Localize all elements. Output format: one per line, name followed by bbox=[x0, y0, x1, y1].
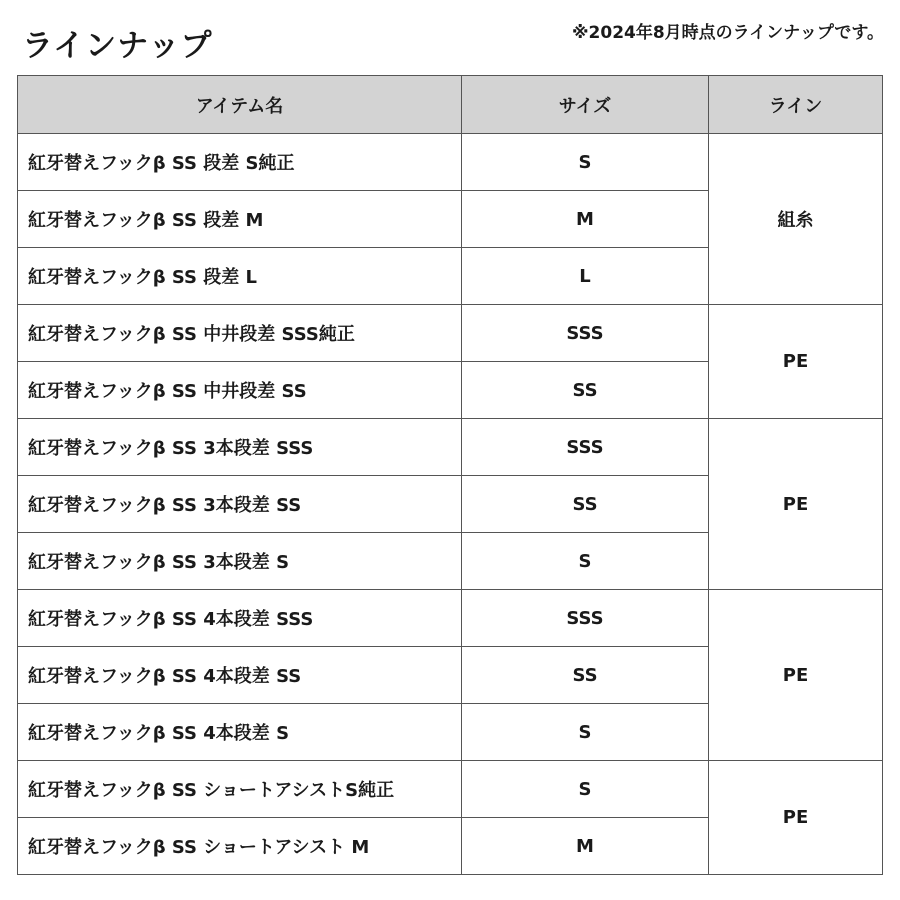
table-row bbox=[18, 305, 883, 362]
table-row bbox=[18, 590, 883, 647]
lineup-note: ※2024年8月時点のラインナップです。 bbox=[572, 23, 884, 43]
line-cell: 組糸 bbox=[709, 134, 883, 305]
size-cell: L bbox=[462, 248, 709, 305]
size-cell: S bbox=[462, 533, 709, 590]
item-name-cell: 紅牙替えフックβ SS 4本段差 SS bbox=[18, 647, 462, 704]
item-name-cell: 紅牙替えフックβ SS 段差 S純正 bbox=[18, 134, 462, 191]
item-name-cell: 紅牙替えフックβ SS 3本段差 S bbox=[18, 533, 462, 590]
header-item-name: アイテム名 bbox=[18, 76, 462, 134]
size-cell: S bbox=[462, 134, 709, 191]
line-cell: PE bbox=[709, 590, 883, 761]
size-cell: SSS bbox=[462, 419, 709, 476]
item-name-cell: 紅牙替えフックβ SS 段差 M bbox=[18, 191, 462, 248]
lineup-table bbox=[17, 75, 883, 875]
table-row bbox=[18, 419, 883, 476]
size-cell: M bbox=[462, 191, 709, 248]
table-header-row bbox=[18, 76, 883, 134]
item-name-cell: 紅牙替えフックβ SS 3本段差 SSS bbox=[18, 419, 462, 476]
size-cell: S bbox=[462, 704, 709, 761]
header-line: ライン bbox=[709, 76, 883, 134]
item-name-cell: 紅牙替えフックβ SS 中井段差 SSS純正 bbox=[18, 305, 462, 362]
item-name-cell: 紅牙替えフックβ SS 4本段差 S bbox=[18, 704, 462, 761]
size-cell: SS bbox=[462, 647, 709, 704]
line-cell: PE bbox=[709, 419, 883, 590]
item-name-cell: 紅牙替えフックβ SS 3本段差 SS bbox=[18, 476, 462, 533]
size-cell: SSS bbox=[462, 590, 709, 647]
table-row bbox=[18, 761, 883, 818]
table-row bbox=[18, 134, 883, 191]
size-cell: SS bbox=[462, 476, 709, 533]
item-name-cell: 紅牙替えフックβ SS 4本段差 SSS bbox=[18, 590, 462, 647]
item-name-cell: 紅牙替えフックβ SS 段差 L bbox=[18, 248, 462, 305]
size-cell: S bbox=[462, 761, 709, 818]
size-cell: SS bbox=[462, 362, 709, 419]
item-name-cell: 紅牙替えフックβ SS 中井段差 SS bbox=[18, 362, 462, 419]
item-name-cell: 紅牙替えフックβ SS ショートアシストS純正 bbox=[18, 761, 462, 818]
size-cell: SSS bbox=[462, 305, 709, 362]
page-title: ラインナップ bbox=[22, 28, 213, 64]
line-cell: PE bbox=[709, 305, 883, 419]
header-size: サイズ bbox=[462, 76, 709, 134]
item-name-cell: 紅牙替えフックβ SS ショートアシスト M bbox=[18, 818, 462, 875]
line-cell: PE bbox=[709, 761, 883, 875]
size-cell: M bbox=[462, 818, 709, 875]
